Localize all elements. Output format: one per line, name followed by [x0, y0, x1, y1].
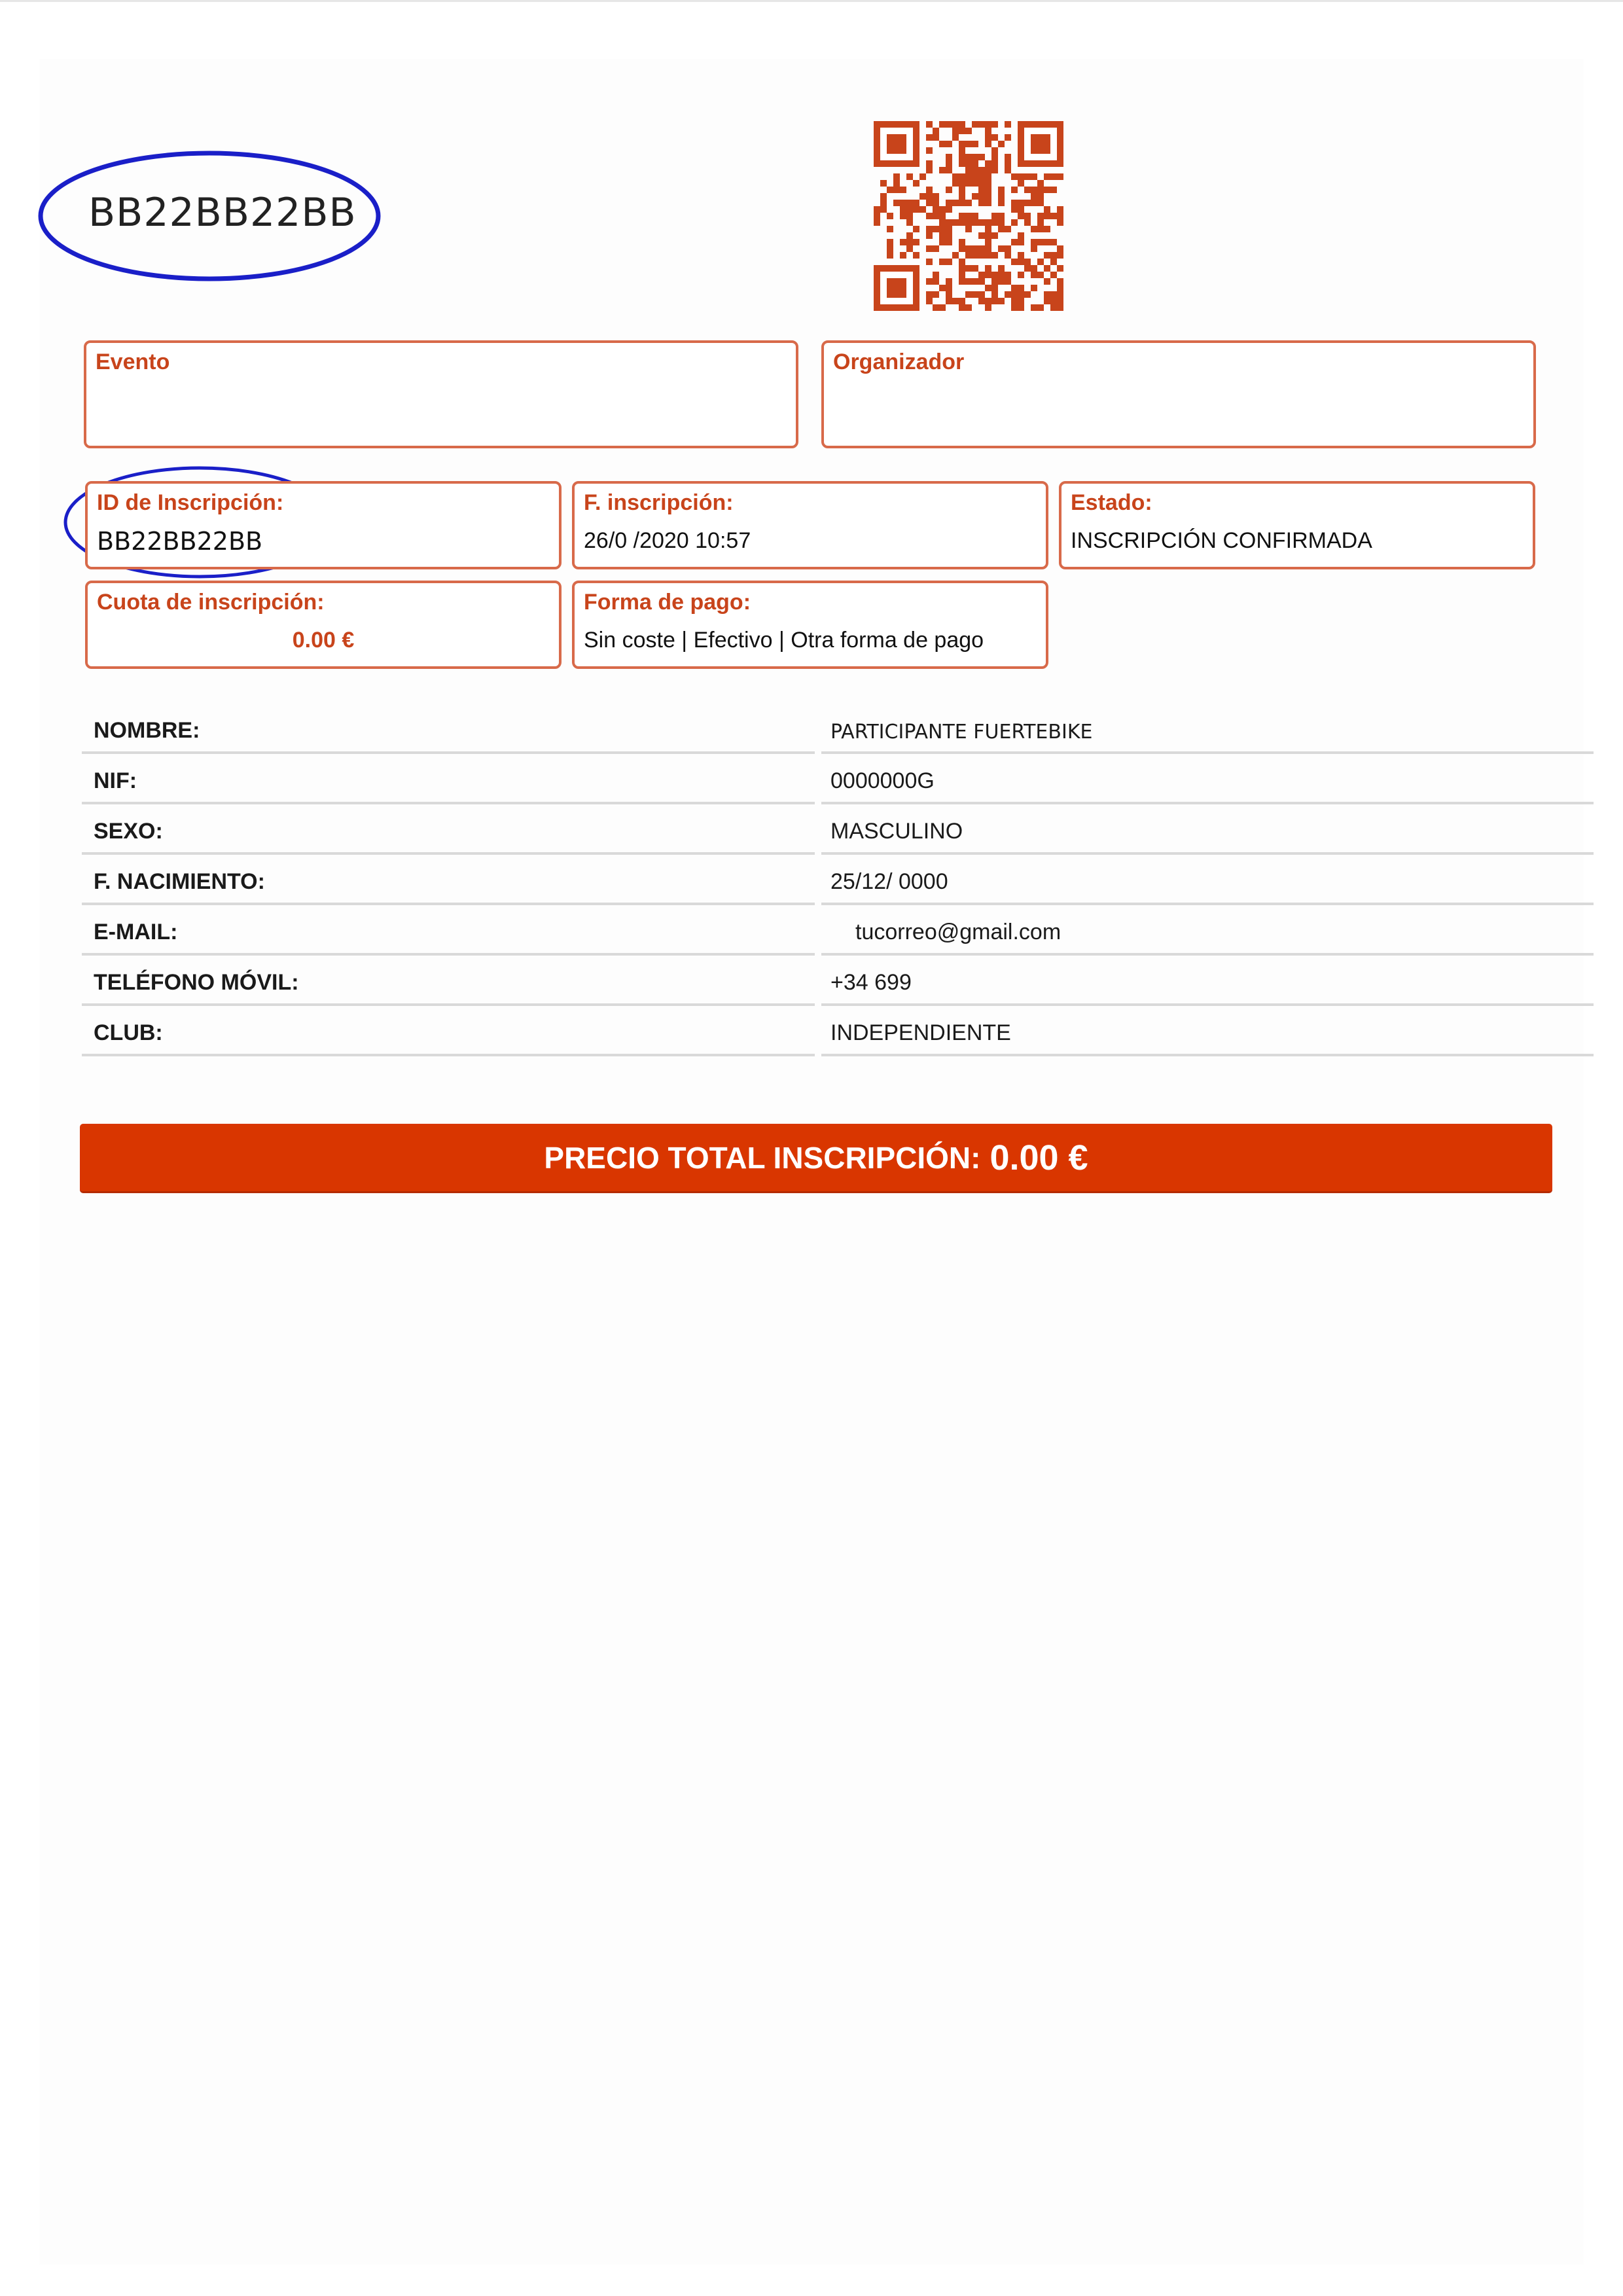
- table-row: [82, 1006, 1594, 1056]
- row-value-club: INDEPENDIENTE: [830, 1020, 1011, 1045]
- fee-box: [85, 581, 562, 669]
- row-value-birthdate: 25/12/ 0000: [830, 869, 948, 894]
- table-row: [82, 804, 1594, 855]
- row-value-email: tucorreo@gmail.com: [855, 920, 1061, 944]
- row-label-nif: NIF:: [94, 768, 137, 793]
- registration-id-box: [85, 481, 562, 569]
- event-label: Evento: [96, 350, 170, 374]
- row-label-birthdate: F. NACIMIENTO:: [94, 869, 265, 894]
- page-top-border: [0, 0, 1623, 2]
- registration-id-value: BB22BB22BB: [97, 527, 263, 556]
- status-value: INSCRIPCIÓN CONFIRMADA: [1071, 528, 1372, 553]
- fee-value: 0.00 €: [292, 628, 355, 653]
- total-price-label: PRECIO TOTAL INSCRIPCIÓN:: [544, 1140, 981, 1175]
- status-label: Estado:: [1071, 490, 1152, 515]
- row-value-nif: 0000000G: [830, 768, 935, 793]
- table-row: [82, 704, 1594, 754]
- registration-id-label: ID de Inscripción:: [97, 490, 284, 515]
- participant-table: [82, 704, 1594, 1056]
- table-row: [82, 855, 1594, 905]
- table-row: [82, 956, 1594, 1006]
- total-price-bar: [80, 1124, 1552, 1193]
- table-row: [82, 754, 1594, 804]
- table-row: [82, 905, 1594, 956]
- row-label-email: E-MAIL:: [94, 920, 178, 944]
- fee-label: Cuota de inscripción:: [97, 590, 325, 615]
- organizer-box: [821, 340, 1536, 448]
- event-box: [84, 340, 798, 448]
- row-label-name: NOMBRE:: [94, 718, 200, 743]
- row-value-phone: +34 699: [830, 970, 912, 995]
- row-label-phone: TELÉFONO MÓVIL:: [94, 970, 299, 995]
- total-price-amount: 0.00 €: [990, 1138, 1088, 1177]
- registration-date-value: 26/0 /2020 10:57: [584, 528, 751, 553]
- row-value-sex: MASCULINO: [830, 819, 963, 844]
- qr-code-icon: [874, 121, 1063, 311]
- organizer-label: Organizador: [833, 350, 965, 374]
- registration-code-heading: BB22BB22BB: [88, 190, 357, 236]
- row-label-sex: SEXO:: [94, 819, 163, 844]
- registration-date-label: F. inscripción:: [584, 490, 734, 515]
- status-box: [1059, 481, 1535, 569]
- payment-box: [572, 581, 1048, 669]
- row-label-club: CLUB:: [94, 1020, 163, 1045]
- payment-value: Sin coste | Efectivo | Otra forma de pago: [584, 628, 984, 653]
- row-value-name: PARTICIPANTE FUERTEBIKE: [830, 721, 1093, 744]
- registration-date-box: [572, 481, 1048, 569]
- payment-label: Forma de pago:: [584, 590, 751, 615]
